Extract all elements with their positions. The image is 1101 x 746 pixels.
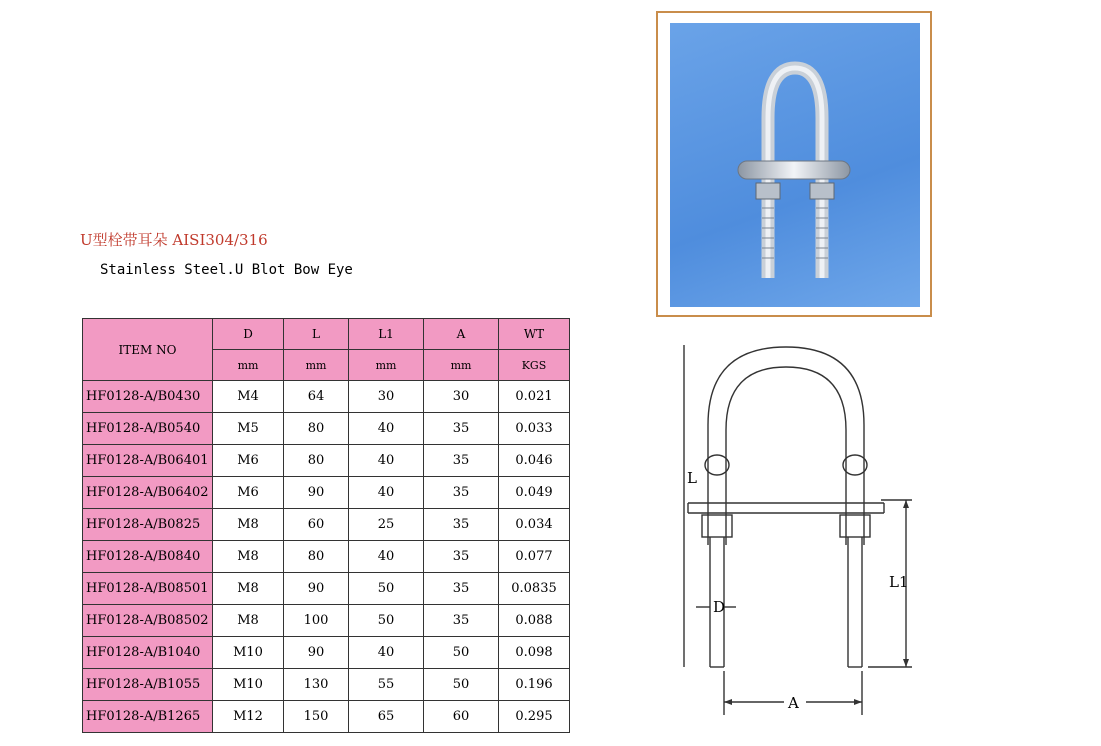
cell-l1: 25 bbox=[349, 509, 424, 541]
cell-item-no: HF0128-A/B1040 bbox=[83, 637, 213, 669]
cell-wt: 0.088 bbox=[499, 605, 570, 637]
cell-wt: 0.049 bbox=[499, 477, 570, 509]
table-row bbox=[83, 701, 570, 733]
cell-a: 30 bbox=[424, 381, 499, 413]
table-row bbox=[83, 605, 570, 637]
table-row bbox=[83, 541, 570, 573]
cell-d: M8 bbox=[213, 605, 284, 637]
table-row bbox=[83, 669, 570, 701]
header-wt: WT bbox=[499, 319, 570, 350]
header-l1: L1 bbox=[349, 319, 424, 350]
cell-a: 35 bbox=[424, 509, 499, 541]
header-item-no: ITEM NO bbox=[83, 319, 213, 381]
table-row bbox=[83, 509, 570, 541]
cell-l1: 40 bbox=[349, 477, 424, 509]
cell-l: 80 bbox=[284, 445, 349, 477]
table-row bbox=[83, 573, 570, 605]
u-bolt-drawing-icon bbox=[676, 335, 936, 735]
cell-item-no: HF0128-A/B0825 bbox=[83, 509, 213, 541]
cell-a: 35 bbox=[424, 477, 499, 509]
cell-l: 90 bbox=[284, 477, 349, 509]
unit-wt: KGS bbox=[499, 350, 570, 381]
cell-l1: 40 bbox=[349, 413, 424, 445]
cell-d: M8 bbox=[213, 509, 284, 541]
cell-d: M8 bbox=[213, 573, 284, 605]
label-l1: L1 bbox=[889, 573, 909, 591]
technical-drawing bbox=[676, 335, 936, 735]
cell-a: 60 bbox=[424, 701, 499, 733]
cell-wt: 0.046 bbox=[499, 445, 570, 477]
cell-item-no: HF0128-A/B0840 bbox=[83, 541, 213, 573]
cell-d: M8 bbox=[213, 541, 284, 573]
cell-l: 80 bbox=[284, 541, 349, 573]
unit-a: mm bbox=[424, 350, 499, 381]
header-l: L bbox=[284, 319, 349, 350]
spec-table bbox=[82, 318, 570, 733]
cell-l1: 40 bbox=[349, 445, 424, 477]
cell-item-no: HF0128-A/B0540 bbox=[83, 413, 213, 445]
table-row bbox=[83, 477, 570, 509]
cell-d: M4 bbox=[213, 381, 284, 413]
cell-d: M10 bbox=[213, 637, 284, 669]
product-photo-frame bbox=[656, 11, 932, 317]
table-row bbox=[83, 637, 570, 669]
cell-a: 35 bbox=[424, 573, 499, 605]
title-english: Stainless Steel.U Blot Bow Eye bbox=[100, 262, 353, 278]
cell-wt: 0.295 bbox=[499, 701, 570, 733]
cell-a: 50 bbox=[424, 669, 499, 701]
product-photo bbox=[670, 23, 920, 307]
table-row bbox=[83, 413, 570, 445]
cell-item-no: HF0128-A/B1265 bbox=[83, 701, 213, 733]
spec-table-body bbox=[83, 381, 570, 733]
cell-l1: 30 bbox=[349, 381, 424, 413]
cell-d: M12 bbox=[213, 701, 284, 733]
cell-item-no: HF0128-A/B08501 bbox=[83, 573, 213, 605]
cell-l1: 65 bbox=[349, 701, 424, 733]
header-a: A bbox=[424, 319, 499, 350]
cell-item-no: HF0128-A/B0430 bbox=[83, 381, 213, 413]
label-l: L bbox=[687, 469, 697, 487]
cell-wt: 0.196 bbox=[499, 669, 570, 701]
cell-item-no: HF0128-A/B1055 bbox=[83, 669, 213, 701]
cell-wt: 0.098 bbox=[499, 637, 570, 669]
cell-l1: 40 bbox=[349, 637, 424, 669]
unit-l1: mm bbox=[349, 350, 424, 381]
cell-wt: 0.077 bbox=[499, 541, 570, 573]
cell-d: M5 bbox=[213, 413, 284, 445]
cell-item-no: HF0128-A/B06401 bbox=[83, 445, 213, 477]
cell-item-no: HF0128-A/B08502 bbox=[83, 605, 213, 637]
cell-d: M6 bbox=[213, 477, 284, 509]
cell-wt: 0.033 bbox=[499, 413, 570, 445]
label-a: A bbox=[788, 694, 799, 712]
cell-a: 50 bbox=[424, 637, 499, 669]
header-d: D bbox=[213, 319, 284, 350]
label-d: D bbox=[713, 598, 726, 616]
cell-a: 35 bbox=[424, 605, 499, 637]
cell-l1: 50 bbox=[349, 605, 424, 637]
unit-d: mm bbox=[213, 350, 284, 381]
cell-l: 80 bbox=[284, 413, 349, 445]
table-row bbox=[83, 381, 570, 413]
cell-l1: 55 bbox=[349, 669, 424, 701]
cell-l: 60 bbox=[284, 509, 349, 541]
cell-d: M10 bbox=[213, 669, 284, 701]
u-bolt-photo-icon bbox=[670, 23, 920, 307]
cell-l: 150 bbox=[284, 701, 349, 733]
cell-l1: 40 bbox=[349, 541, 424, 573]
title-chinese: U型栓带耳朵 AISI304/316 bbox=[80, 231, 268, 249]
cell-l: 100 bbox=[284, 605, 349, 637]
cell-a: 35 bbox=[424, 445, 499, 477]
cell-l: 90 bbox=[284, 573, 349, 605]
cell-l: 64 bbox=[284, 381, 349, 413]
cell-d: M6 bbox=[213, 445, 284, 477]
cell-item-no: HF0128-A/B06402 bbox=[83, 477, 213, 509]
cell-a: 35 bbox=[424, 413, 499, 445]
cell-wt: 0.034 bbox=[499, 509, 570, 541]
cell-a: 35 bbox=[424, 541, 499, 573]
cell-wt: 0.0835 bbox=[499, 573, 570, 605]
cell-l1: 50 bbox=[349, 573, 424, 605]
table-row bbox=[83, 445, 570, 477]
cell-l: 130 bbox=[284, 669, 349, 701]
unit-l: mm bbox=[284, 350, 349, 381]
cell-wt: 0.021 bbox=[499, 381, 570, 413]
cell-l: 90 bbox=[284, 637, 349, 669]
